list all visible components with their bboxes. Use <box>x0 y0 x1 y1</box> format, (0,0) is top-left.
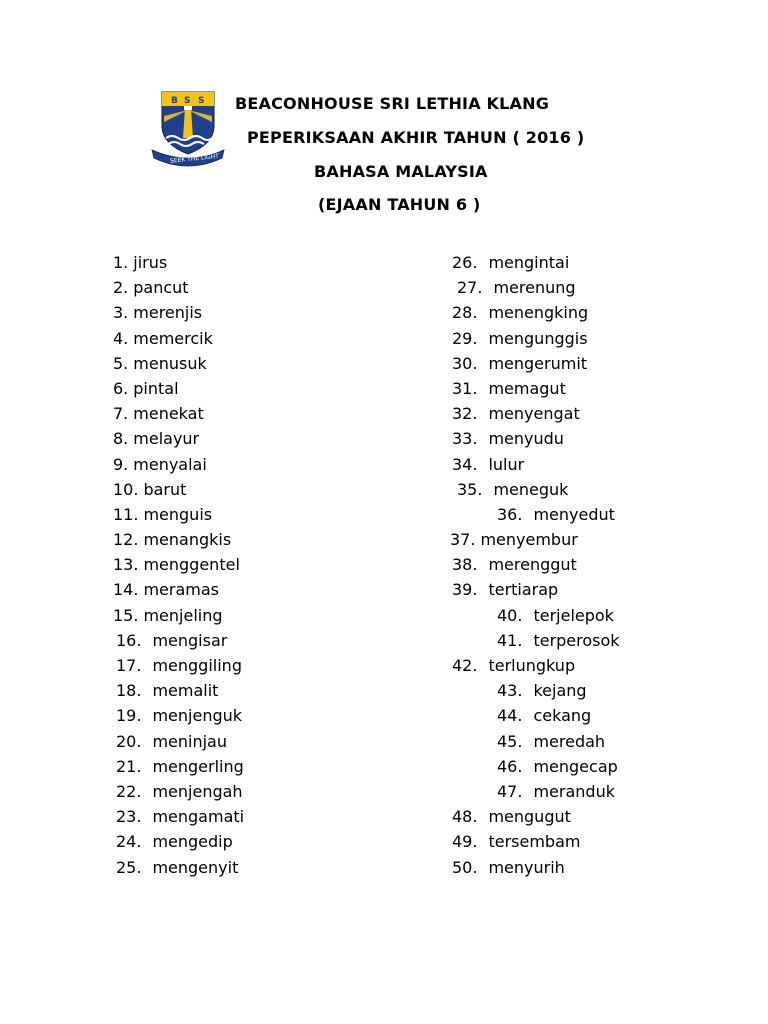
word-list-item <box>497 628 768 653</box>
word-list-item <box>497 502 768 527</box>
word-list-item <box>113 300 413 325</box>
item-word: merenung <box>493 278 576 298</box>
word-list-item <box>113 603 413 628</box>
item-number: 25. <box>116 857 142 877</box>
item-word: mengerumit <box>488 353 588 373</box>
spelling-list-left-column <box>113 250 413 880</box>
item-number: 43. <box>497 681 523 701</box>
item-number: 39. <box>452 580 478 600</box>
item-number: 45. <box>497 731 523 751</box>
item-word: memalit <box>152 681 219 701</box>
item-number: 16. <box>116 630 142 650</box>
word-list-item <box>113 250 413 275</box>
item-word: meninjau <box>152 731 227 751</box>
item-number: 33. <box>452 429 478 449</box>
item-number: 6. <box>113 378 129 398</box>
item-number: 19. <box>116 706 142 726</box>
word-list-item <box>452 401 752 426</box>
item-word: lulur <box>488 454 525 474</box>
word-list-item <box>113 351 413 376</box>
item-word: menyalai <box>133 454 207 474</box>
item-number: 12. <box>113 530 139 550</box>
item-number: 18. <box>116 681 142 701</box>
word-list-item <box>116 729 416 754</box>
item-number: 34. <box>452 454 478 474</box>
word-list-item <box>452 804 752 829</box>
item-number: 36. <box>497 504 523 524</box>
item-number: 11. <box>113 504 139 524</box>
item-number: 47. <box>497 781 523 801</box>
word-list-item <box>113 502 413 527</box>
item-word: menjenguk <box>152 706 243 726</box>
item-number: 4. <box>113 328 129 348</box>
word-list-item <box>116 829 416 854</box>
word-list-item <box>113 401 413 426</box>
word-list-item <box>116 628 416 653</box>
item-word: mengenyit <box>152 857 239 877</box>
item-word: terlungkup <box>488 656 576 675</box>
item-number: 3. <box>113 303 129 323</box>
item-number: 30. <box>452 353 478 373</box>
item-number: 32. <box>452 404 478 424</box>
item-word: menyembur <box>480 530 578 550</box>
item-number: 8. <box>113 429 129 449</box>
word-list-item <box>452 653 752 678</box>
item-number: 2. <box>113 278 129 298</box>
item-word: merenggut <box>488 555 577 575</box>
crest-letter-2: S <box>184 96 191 106</box>
item-word: mengamati <box>152 807 245 827</box>
item-word: menyudu <box>488 429 564 449</box>
item-word: merenjis <box>133 303 203 323</box>
item-word: menyurih <box>488 857 565 877</box>
item-word: tertiarap <box>488 580 559 600</box>
word-list-item <box>113 376 413 401</box>
item-number: 44. <box>497 706 523 726</box>
item-word: meramas <box>143 580 219 600</box>
word-list-item <box>452 426 752 451</box>
item-word: menjeling <box>143 605 223 625</box>
item-word: menekat <box>133 404 204 424</box>
item-word: melayur <box>133 429 200 449</box>
crest-motto: SEEK THE LIGHT <box>169 152 220 165</box>
item-number: 35. <box>457 479 483 499</box>
word-list-item <box>113 577 413 602</box>
item-number: 21. <box>116 756 142 776</box>
item-word: menengking <box>488 303 589 323</box>
crest-letter-1: B <box>171 96 178 106</box>
word-list-item <box>113 527 413 552</box>
item-number: 46. <box>497 756 523 776</box>
item-number: 20. <box>116 731 142 751</box>
item-word: meneguk <box>493 479 569 499</box>
word-list-item <box>452 829 752 854</box>
word-list-item <box>497 603 768 628</box>
item-number: 28. <box>452 303 478 323</box>
item-number: 50. <box>452 857 478 877</box>
item-word: mengerling <box>152 756 244 776</box>
item-number: 10. <box>113 479 139 499</box>
item-word: menangkis <box>143 530 232 550</box>
item-word: mengisar <box>152 630 228 650</box>
word-list-item <box>116 804 416 829</box>
word-list-item <box>116 754 416 779</box>
item-number: 5. <box>113 353 129 373</box>
word-list-item <box>497 703 768 728</box>
item-word: cekang <box>533 706 592 726</box>
item-word: mengintai <box>488 253 570 272</box>
item-number: 14. <box>113 580 139 600</box>
item-number: 1. <box>113 253 129 272</box>
item-number: 7. <box>113 404 129 424</box>
item-word: pintal <box>133 378 179 398</box>
word-list-item <box>116 653 416 678</box>
word-list-item <box>116 779 416 804</box>
item-number: 13. <box>113 555 139 575</box>
item-number: 24. <box>116 832 142 852</box>
word-list-item <box>457 275 757 300</box>
item-number: 40. <box>497 605 523 625</box>
word-list-item <box>452 250 752 275</box>
word-list-item <box>113 452 413 477</box>
word-list-item <box>113 275 413 300</box>
word-list-item <box>497 729 768 754</box>
item-word: memagut <box>488 378 566 398</box>
item-word: menggiling <box>152 656 242 675</box>
word-list-item <box>497 754 768 779</box>
item-word: terjelepok <box>533 605 614 625</box>
word-list-item <box>452 351 752 376</box>
word-list-item <box>497 779 768 804</box>
crest-letter-3: S <box>198 96 205 106</box>
word-list-item <box>452 376 752 401</box>
school-crest-logo <box>150 88 226 168</box>
word-list-item <box>116 855 416 880</box>
subject-heading: BAHASA MALAYSIA <box>314 162 488 181</box>
item-word: menjengah <box>152 781 243 801</box>
item-word: mengugut <box>488 807 571 827</box>
item-word: menusuk <box>133 353 207 373</box>
item-word: pancut <box>133 278 189 298</box>
item-number: 38. <box>452 555 478 575</box>
item-word: meranduk <box>533 781 615 801</box>
item-word: menyengat <box>488 404 580 424</box>
item-word: mengedip <box>152 832 233 852</box>
spelling-list-right-column <box>452 250 752 880</box>
item-number: 23. <box>116 807 142 827</box>
item-number: 9. <box>113 454 129 474</box>
word-list-item <box>113 426 413 451</box>
word-list-item <box>452 300 752 325</box>
item-number: 29. <box>452 328 478 348</box>
item-word: menguis <box>143 504 213 524</box>
word-list-item <box>113 326 413 351</box>
item-word: terperosok <box>533 630 620 650</box>
word-list-item <box>452 577 752 602</box>
item-word: menyedut <box>533 504 615 524</box>
word-list-item <box>452 326 752 351</box>
word-list-item <box>113 477 413 502</box>
item-word: kejang <box>533 681 587 701</box>
item-number: 41. <box>497 630 523 650</box>
item-number: 22. <box>116 781 142 801</box>
item-number: 49. <box>452 832 478 852</box>
item-number: 27. <box>457 278 483 298</box>
word-list-item <box>116 678 416 703</box>
item-word: menggentel <box>143 555 240 575</box>
item-number: 37. <box>450 530 476 550</box>
item-word: mengecap <box>533 756 618 776</box>
word-list-item <box>452 855 752 880</box>
item-number: 31. <box>452 378 478 398</box>
school-name-heading: BEACONHOUSE SRI LETHIA KLANG <box>235 94 550 113</box>
item-number: 17. <box>116 656 142 675</box>
item-word: barut <box>143 479 187 499</box>
word-list-item <box>452 452 752 477</box>
item-number: 42. <box>452 656 478 675</box>
level-heading: (EJAAN TAHUN 6 ) <box>318 195 481 214</box>
item-word: memercik <box>133 328 213 348</box>
item-word: mengunggis <box>488 328 588 348</box>
item-number: 15. <box>113 605 139 625</box>
word-list-item <box>497 678 768 703</box>
word-list-item <box>452 552 752 577</box>
item-word: tersembam <box>488 832 581 852</box>
word-list-item <box>116 703 416 728</box>
word-list-item <box>457 477 757 502</box>
item-number: 26. <box>452 253 478 272</box>
exam-title-heading: PEPERIKSAAN AKHIR TAHUN ( 2016 ) <box>247 128 585 147</box>
item-word: meredah <box>533 731 606 751</box>
word-list-item <box>450 527 750 552</box>
item-number: 48. <box>452 807 478 827</box>
item-word: jirus <box>133 253 168 272</box>
word-list-item <box>113 552 413 577</box>
